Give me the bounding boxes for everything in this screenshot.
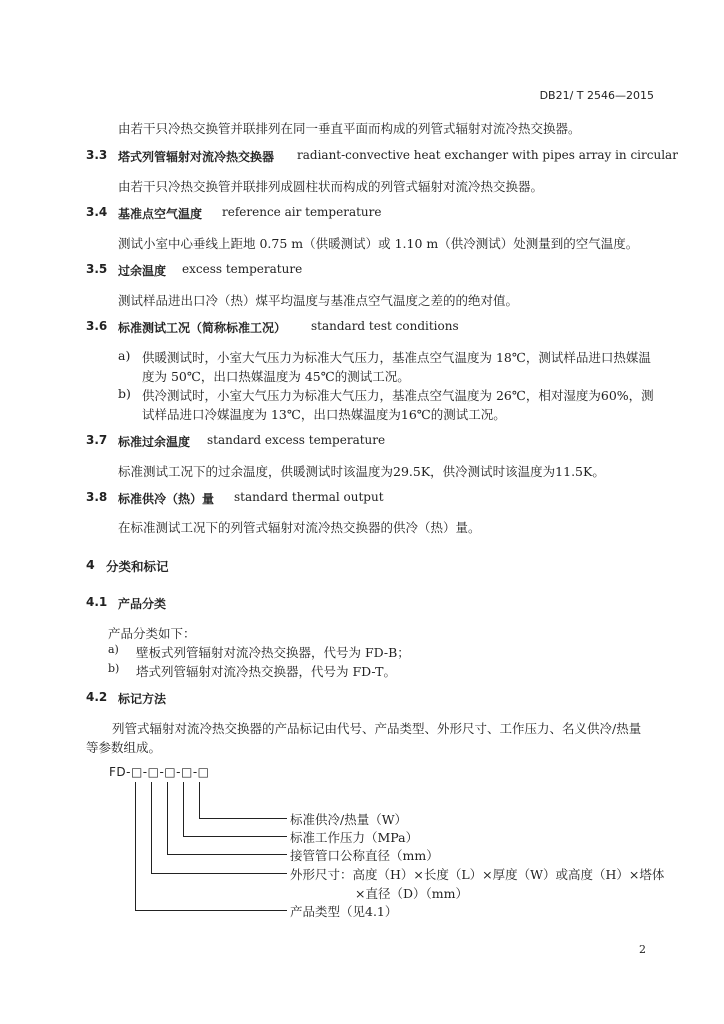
section-number: 3.7 xyxy=(86,433,108,447)
definition: 测试样品进出口冷（热）煤平均温度与基准点空气温度之差的的绝对值。 xyxy=(118,293,519,308)
paragraph: 列管式辐射对流冷热交换器的产品标记由代号、产品类型、外形尺寸、工作压力、名义供冷/热量 xyxy=(112,721,642,736)
term-english: radiant-convective heat exchanger with pipes array in circular xyxy=(297,148,678,162)
list-label: b) xyxy=(108,662,120,675)
term-title: 过余温度 xyxy=(118,264,167,278)
list-item-cont: 度为 50℃，出口热媒温度为 45℃的测试工况。 xyxy=(142,369,410,384)
definition: 由若干只冷热交换管并联排列成圆柱状而构成的列管式辐射对流冷热交换器。 xyxy=(118,179,544,194)
section-number: 4.2 xyxy=(86,690,108,704)
paragraph: 产品分类如下： xyxy=(108,626,196,641)
term-title: 标准供冷（热）量 xyxy=(118,492,215,506)
term-english: standard test conditions xyxy=(311,319,459,333)
section-number: 3.3 xyxy=(86,148,108,162)
diagram-line xyxy=(151,782,152,874)
section-title: 产品分类 xyxy=(118,597,167,611)
term-english: standard excess temperature xyxy=(207,433,386,447)
section-number: 4 xyxy=(86,557,95,572)
paragraph-cont: 等参数组成。 xyxy=(86,740,162,755)
section-number: 3.8 xyxy=(86,490,108,504)
diagram-line xyxy=(199,818,287,819)
list-label: a) xyxy=(118,348,131,363)
term-english: standard thermal output xyxy=(234,490,384,504)
definition: 标准测试工况下的过余温度，供暖测试时该温度为29.5K，供冷测试时该温度为11.5K。 xyxy=(118,464,605,479)
diagram-label: 外形尺寸：高度（H）×长度（L）×厚度（W）或高度（H）×塔体 xyxy=(290,867,665,882)
page-number: 2 xyxy=(639,943,646,956)
diagram-line xyxy=(135,782,136,911)
diagram-line xyxy=(167,782,168,855)
list-item: 供冷测试时，小室大气压力为标准大气压力，基准点空气温度为 26℃，相对湿度为60%，测 xyxy=(142,388,654,403)
diagram-label: 接管管口公称直径（mm） xyxy=(290,848,439,863)
diagram-label: 标准供冷/热量（W） xyxy=(290,812,408,827)
list-label: b) xyxy=(118,386,131,401)
doc-id-header: DB21/ T 2546—2015 xyxy=(539,89,654,102)
section-title: 标记方法 xyxy=(118,692,167,706)
diagram-line xyxy=(167,854,287,855)
section-number: 3.4 xyxy=(86,205,108,219)
section-title: 分类和标记 xyxy=(106,559,169,574)
list-label: a) xyxy=(108,643,119,656)
diagram-line xyxy=(183,782,184,837)
diagram-label: 标准工作压力（MPa） xyxy=(290,830,419,845)
product-code-template: FD-□-□-□-□-□ xyxy=(109,765,210,779)
list-item: 塔式列管辐射对流冷热交换器，代号为 FD-T。 xyxy=(136,664,397,679)
section-number: 3.5 xyxy=(86,262,108,276)
diagram-label: 产品类型（见4.1） xyxy=(290,904,398,919)
paragraph: 由若干只冷热交换管并联排列在同一垂直平面而构成的列管式辐射对流冷热交换器。 xyxy=(118,121,581,136)
diagram-line xyxy=(135,910,287,911)
definition: 测试小室中心垂线上距地 0.75 m（供暖测试）或 1.10 m（供冷测试）处测量到的空气温度。 xyxy=(118,236,639,251)
term-title: 基准点空气温度 xyxy=(118,207,203,221)
term-title: 标准过余温度 xyxy=(118,435,191,449)
term-english: reference air temperature xyxy=(222,205,382,219)
diagram-label-cont: ×直径（D）（mm） xyxy=(355,886,468,901)
section-number: 4.1 xyxy=(86,595,108,609)
list-item-cont: 试样品进口冷媒温度为 13℃，出口热媒温度为16℃的测试工况。 xyxy=(142,407,506,422)
definition: 在标准测试工况下的列管式辐射对流冷热交换器的供冷（热）量。 xyxy=(118,520,481,535)
diagram-line xyxy=(151,873,287,874)
diagram-line xyxy=(199,782,200,819)
term-english: excess temperature xyxy=(182,262,303,276)
term-title: 标准测试工况（简称标准工况） xyxy=(118,321,287,335)
list-item: 供暖测试时，小室大气压力为标准大气压力，基准点空气温度为 18℃，测试样品进口热媒温 xyxy=(142,350,651,365)
diagram-line xyxy=(183,836,287,837)
term-title: 塔式列管辐射对流冷热交换器 xyxy=(118,150,275,164)
list-item: 壁板式列管辐射对流冷热交换器，代号为 FD-B； xyxy=(136,645,410,660)
section-number: 3.6 xyxy=(86,319,108,333)
